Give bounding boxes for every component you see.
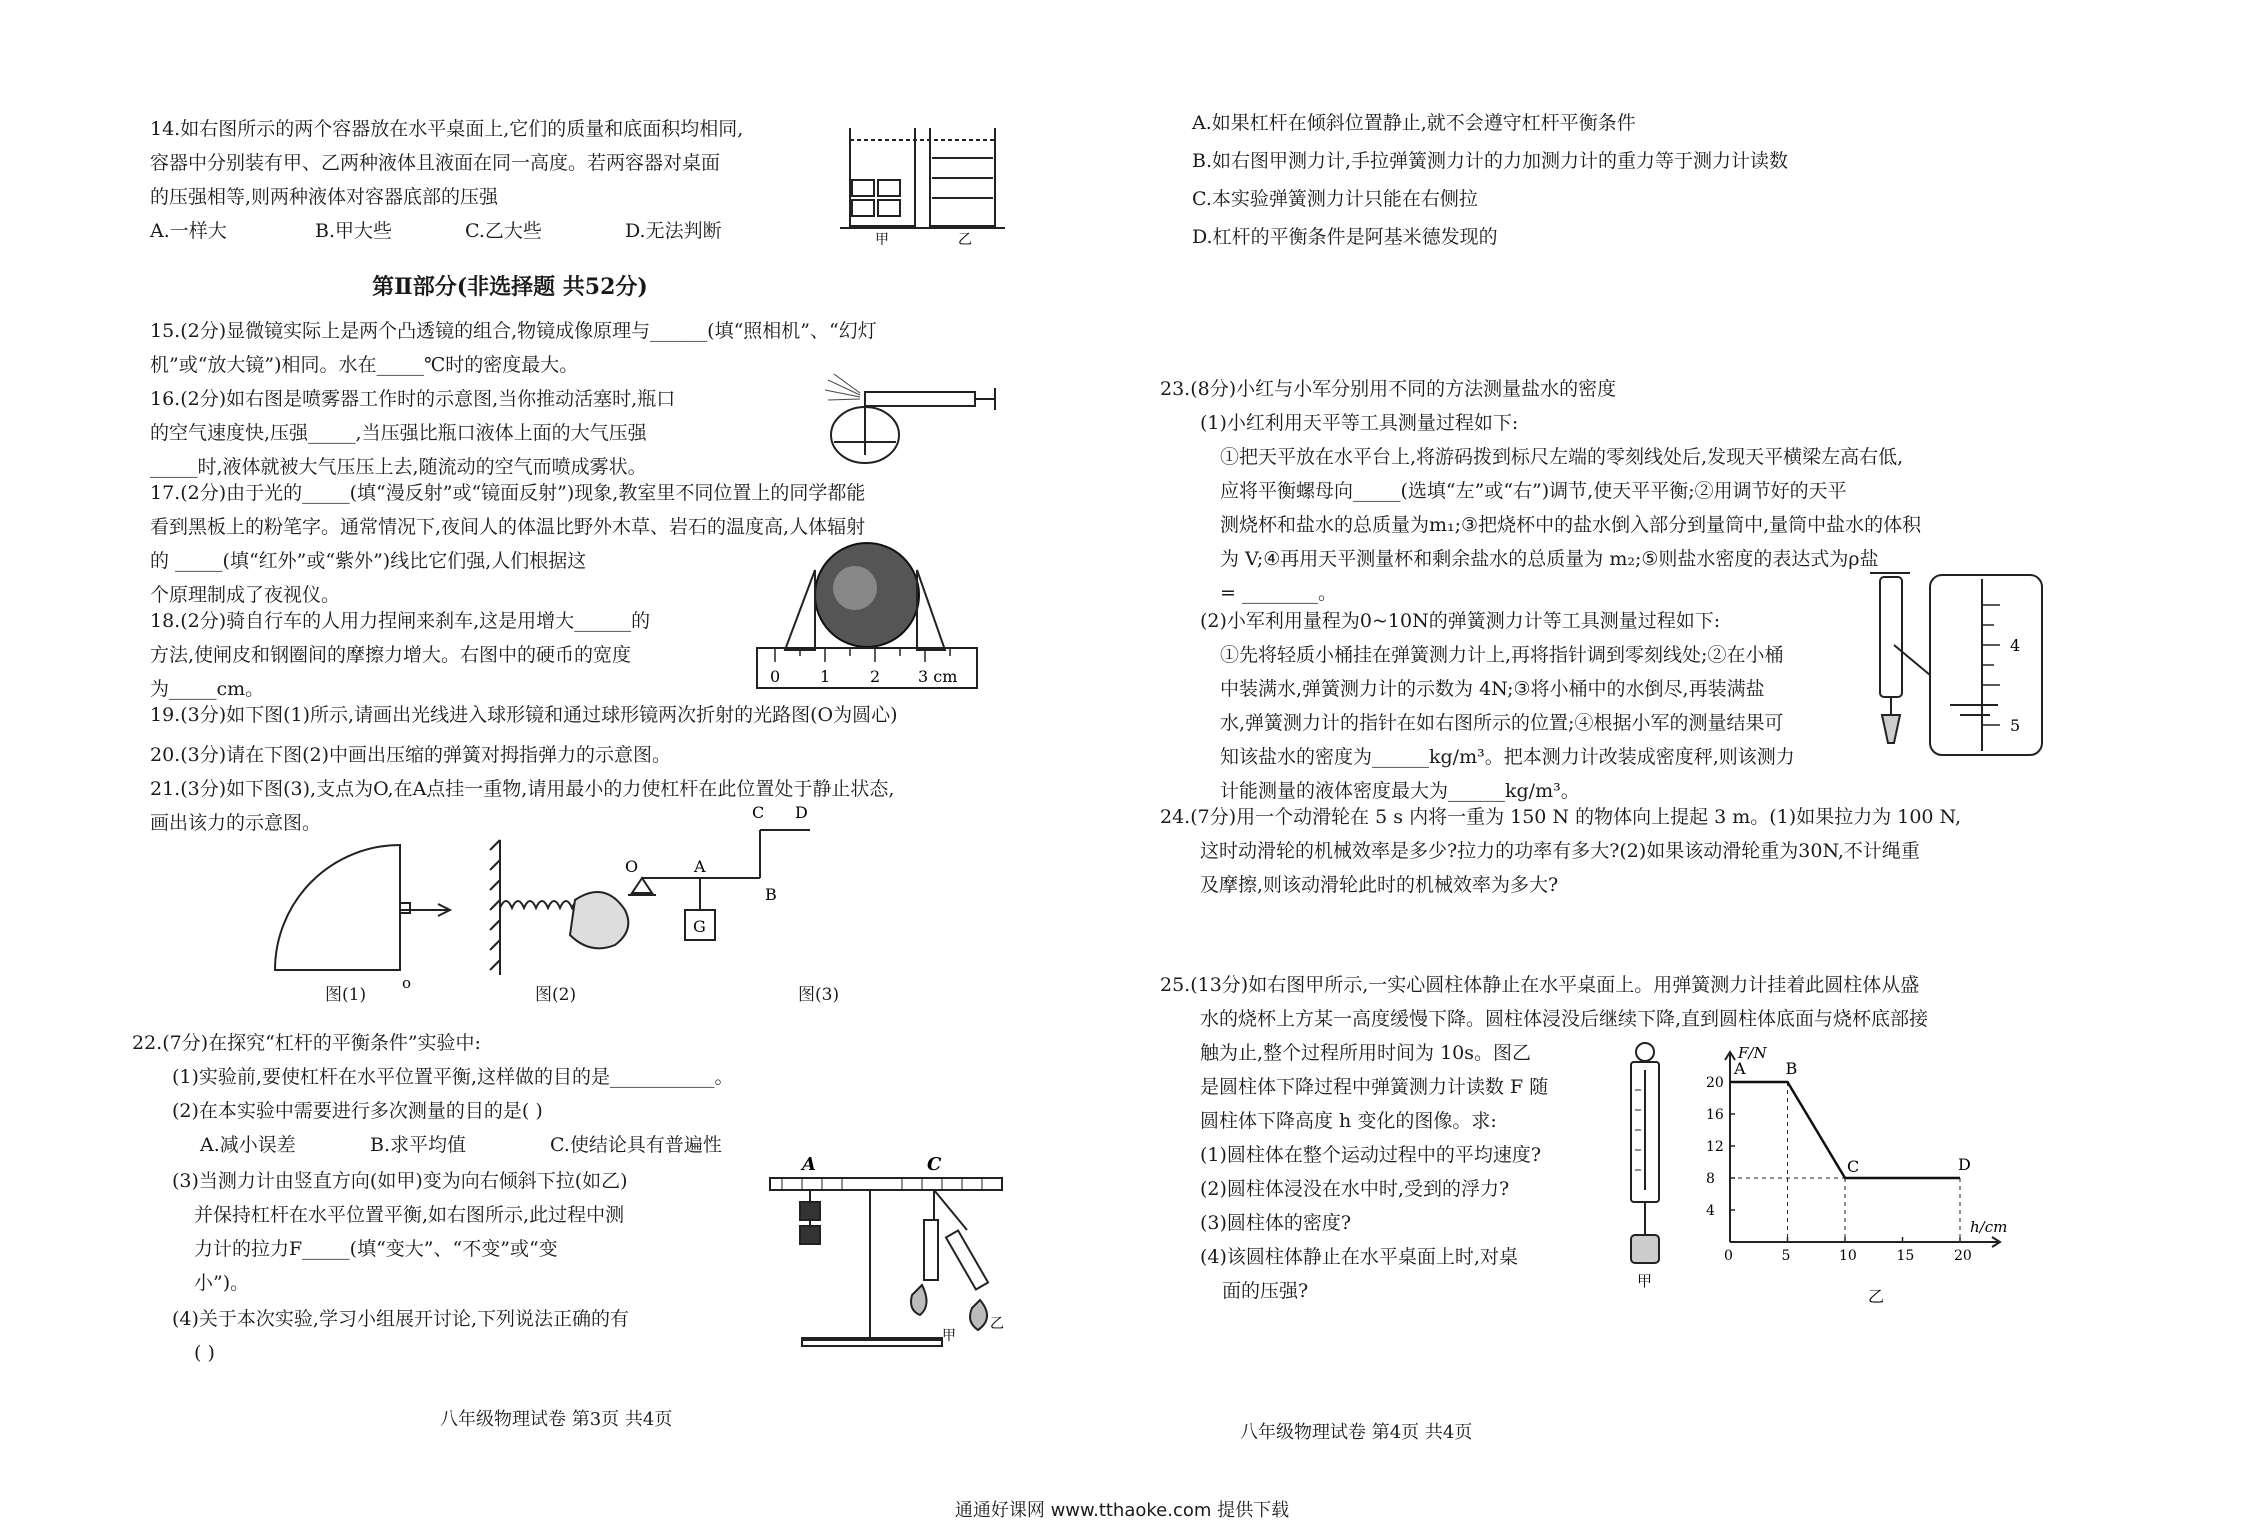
question-19: 19.(3分)如下图(1)所示,请画出光线进入球形镜和通过球形镜两次折射的光路图(O为圆心) — [150, 704, 898, 726]
question-14 — [150, 112, 840, 248]
q18-line3: 为_____cm。 — [150, 678, 265, 700]
q25-line4: 是圆柱体下降过程中弹簧测力计读数 F 随 — [1200, 1076, 1549, 1098]
q25-line1: 25.(13分)如右图甲所示,一实心圆柱体静止在水平桌面上。用弹簧测力计挂着此圆柱体从盛 — [1160, 974, 1920, 996]
question-16 — [150, 382, 790, 484]
lever-label-jia: 甲 — [942, 1328, 956, 1344]
chart-ytick-label: 20 — [1706, 1075, 1724, 1091]
fig3-label-C: C — [752, 803, 765, 822]
q24-line3: 及摩擦,则该动滑轮此时的机械效率为多大? — [1200, 874, 1559, 896]
q22-part2-options — [200, 1128, 800, 1162]
question-25 — [1160, 968, 2060, 1036]
chart-ytick-label: 4 — [1706, 1203, 1715, 1219]
chart-xtick-label: 15 — [1896, 1248, 1915, 1264]
q22-p3-line3: 力计的拉力F_____(填“变大”、“不变”或“变 — [194, 1238, 558, 1260]
q18-line1: 18.(2分)骑自行车的人用力捏闸来刹车,这是用增大______的 — [150, 610, 651, 632]
chart-xtick-label: 10 — [1839, 1248, 1857, 1264]
q14-containers-figure — [840, 118, 1010, 248]
q22-p3-line1: (3)当测力计由竖直方向(如甲)变为向右倾斜下拉(如乙) — [172, 1170, 628, 1192]
q14-line1: 14.如右图所示的两个容器放在水平桌面上,它们的质量和底面积均相同, — [150, 118, 744, 140]
q22-part3 — [172, 1164, 732, 1300]
q23-part2-steps — [1220, 638, 1860, 808]
spring-scale-figure — [1850, 565, 2050, 760]
q25-fig-jia — [1605, 1040, 1685, 1290]
fig3-label-D: D — [795, 803, 808, 822]
q14-line3: 的压强相等,则两种液体对容器底部的压强 — [150, 186, 499, 208]
question-23-stem: 23.(8分)小红与小军分别用不同的方法测量盐水的密度 — [1160, 378, 1617, 400]
q25-line8: (3)圆柱体的密度? — [1200, 1212, 1352, 1234]
q16-line1: 16.(2分)如右图是喷雾器工作时的示意图,当你推动活塞时,瓶口 — [150, 388, 676, 410]
q17-line4: 个原理制成了夜视仪。 — [150, 584, 341, 606]
q22-p4-line2: ( ) — [194, 1342, 215, 1364]
q25-line3: 触为止,整个过程所用时间为 10s。图乙 — [1200, 1042, 1532, 1064]
q22-p4-option-b: B.如右图甲测力计,手拉弹簧测力计的力加测力计的重力等于测力计读数 — [1192, 150, 1789, 172]
q14-option-b: B.甲大些 — [315, 220, 393, 242]
q25-subquestions — [1200, 1036, 1600, 1308]
chart-xlabel: h/cm — [1970, 1218, 2008, 1236]
chart-point-label: B — [1785, 1059, 1798, 1078]
fig2-spring — [490, 840, 628, 975]
question-22-stem: 22.(7分)在探究“杠杆的平衡条件”实验中: — [132, 1032, 481, 1054]
q23-p2-line2: 中装满水,弹簧测力计的示数为 4N;③将小桶中的水倒尽,再装满盐 — [1220, 678, 1765, 700]
q23-p1-line5: = ________。 — [1220, 582, 1337, 604]
q22-part1: (1)实验前,要使杠杆在水平位置平衡,这样做的目的是___________。 — [172, 1066, 734, 1088]
q24-line2: 这时动滑轮的机械效率是多少?拉力的功率有多大?(2)如果该动滑轮重为30N,不计绳重 — [1200, 840, 1920, 862]
q22-p4-options — [1192, 104, 2052, 256]
q23-p1-line2: 应将平衡螺母向_____(选填“左”或“右”)调节,使天平平衡;②用调节好的天平 — [1220, 480, 1847, 502]
chart-series-line — [1730, 1082, 1960, 1178]
q22-part2: (2)在本实验中需要进行多次测量的目的是( ) — [172, 1100, 543, 1122]
q25-line7: (2)圆柱体浸没在水中时,受到的浮力? — [1200, 1178, 1510, 1200]
ruler-label-0: 0 — [770, 667, 781, 686]
fig1-label-o: o — [402, 974, 412, 992]
q16-line3: _____时,液体就被大气压压上去,随流动的空气而喷成雾状。 — [150, 456, 647, 478]
chart-point-label: C — [1847, 1157, 1860, 1176]
q22-p4-option-d: D.杠杆的平衡条件是阿基米德发现的 — [1192, 226, 1498, 248]
chart-point-label: A — [1734, 1059, 1746, 1078]
q23-p1-line4: 为 V;④再用天平测量杯和剩余盐水的总质量为 m₂;⑤则盐水密度的表达式为ρ盐 — [1220, 548, 1879, 570]
q14-option-c: C.乙大些 — [465, 220, 542, 242]
fig3-label-G: G — [693, 917, 706, 936]
chart-ytick-label: 16 — [1706, 1107, 1724, 1123]
q25-line10: 面的压强? — [1222, 1280, 1309, 1302]
q22-p2-option-a: A.减小误差 — [200, 1134, 296, 1156]
q14-option-a: A.一样大 — [150, 220, 227, 242]
left-page-footer: 八年级物理试卷 第3页 共4页 — [440, 1409, 673, 1430]
q22-p2-option-b: B.求平均值 — [370, 1134, 467, 1156]
q22-p4-option-c: C.本实验弹簧测力计只能在右侧拉 — [1192, 188, 1478, 210]
q23-part1: (1)小红利用天平等工具测量过程如下: — [1200, 412, 1519, 434]
q24-line1: 24.(7分)用一个动滑轮在 5 s 内将一重为 150 N 的物体向上提起 3 m。(1)如果拉力为 100 N, — [1160, 806, 1961, 828]
question-24 — [1160, 800, 2060, 902]
q23-p1-line1: ①把天平放在水平台上,将游码拨到标尺左端的零刻线处后,发现天平横梁左高右低, — [1220, 446, 1904, 468]
q23-p2-line1: ①先将轻质小桶挂在弹簧测力计上,再将指针调到零刻线处;②在小桶 — [1220, 644, 1784, 666]
ruler-label-2: 2 — [870, 667, 881, 686]
fig3-label-O: O — [625, 857, 639, 876]
figures-19-21 — [250, 800, 810, 1010]
fig3-label-B: B — [765, 885, 777, 904]
fig2-caption: 图(2) — [535, 985, 577, 1005]
chart-ytick-label: 8 — [1706, 1171, 1715, 1187]
q25-chart — [1690, 1030, 2030, 1310]
q17-line1: 17.(2分)由于光的_____(填“漫反射”或“镜面反射”)现象,教室里不同位置上的同学都能 — [150, 482, 866, 504]
q25-line9: (4)该圆柱体静止在水平桌面上时,对桌 — [1200, 1246, 1518, 1268]
lever-experiment-figure — [762, 1150, 1022, 1360]
download-note: 通通好课网 www.tthaoke.com 提供下载 — [954, 1500, 1290, 1521]
q23-p1-line3: 测烧杯和盐水的总质量为m₁;③把烧杯中的盐水倒入部分到量筒中,量筒中盐水的体积 — [1220, 514, 1922, 536]
q22-p3-line2: 并保持杠杆在水平位置平衡,如右图所示,此过程中测 — [194, 1204, 625, 1226]
q17-line3: 的 _____(填“红外”或“紫外”)线比它们强,人们根据这 — [150, 550, 587, 572]
chart-ylabel: F/N — [1738, 1044, 1767, 1062]
lever-label-A: A — [802, 1154, 816, 1175]
q14-option-d: D.无法判断 — [625, 220, 722, 242]
question-20: 20.(3分)请在下图(2)中画出压缩的弹簧对拇指弹力的示意图。 — [150, 744, 672, 766]
q14-options — [150, 214, 840, 248]
q18-line2: 方法,使闸皮和钢圈间的摩擦力增大。右图中的硬币的宽度 — [150, 644, 632, 666]
q23-part2: (2)小军利用量程为0~10N的弹簧测力计等工具测量过程如下: — [1200, 610, 1721, 632]
sprayer-figure — [820, 370, 1020, 470]
q22-p2-option-c: C.使结论具有普遍性 — [550, 1134, 722, 1156]
fig3-lever — [628, 830, 810, 940]
q22-p4-line1: (4)关于本次实验,学习小组展开讨论,下列说法正确的有 — [172, 1308, 629, 1330]
q22-part4 — [172, 1302, 752, 1370]
q25-label-yi: 乙 — [1868, 1287, 1885, 1306]
fig1-caption: 图(1) — [325, 985, 367, 1005]
q14-label-jia: 甲 — [875, 232, 889, 248]
q14-label-yi: 乙 — [958, 232, 972, 248]
q15-line2: 机”或“放大镜”)相同。水在_____℃时的密度最大。 — [150, 354, 579, 376]
lever-label-C: C — [927, 1154, 942, 1175]
q25-label-jia: 甲 — [1637, 1272, 1653, 1290]
ruler-label-1: 1 — [820, 667, 831, 686]
q25-line6: (1)圆柱体在整个运动过程中的平均速度? — [1200, 1144, 1542, 1166]
chart-xtick-label: 0 — [1724, 1248, 1733, 1264]
q15-line1: 15.(2分)显微镜实际上是两个凸透镜的组合,物镜成像原理与______(填“照相机”、“幻灯 — [150, 320, 877, 342]
fig1-quarter-circle — [275, 845, 450, 970]
q25-line2: 水的烧杯上方某一高度缓慢下降。圆柱体浸没后继续下降,直到圆柱体底面与烧杯底部接 — [1200, 1008, 1929, 1030]
q23-p2-line5: 计能测量的液体密度最大为______kg/m³。 — [1220, 780, 1580, 802]
chart-point-label: D — [1958, 1155, 1971, 1174]
chart-xtick-label: 20 — [1954, 1248, 1972, 1264]
chart-plot-area — [1706, 1044, 2007, 1264]
lever-label-yi: 乙 — [990, 1316, 1004, 1332]
fig3-caption: 图(3) — [798, 985, 840, 1005]
question-18 — [150, 604, 750, 706]
q23-p2-line4: 知该盐水的密度为______kg/m³。把本测力计改装成密度秤,则该测力 — [1220, 746, 1795, 768]
q25-line5: 圆柱体下降高度 h 变化的图像。求: — [1200, 1110, 1497, 1132]
fig3-label-A: A — [694, 857, 706, 876]
q23-p2-line3: 水,弹簧测力计的指针在如右图所示的位置;④根据小军的测量结果可 — [1220, 712, 1784, 734]
q22-p4-option-a: A.如果杠杆在倾斜位置静止,就不会遵守杠杆平衡条件 — [1192, 112, 1636, 134]
q17-line2: 看到黑板上的粉笔字。通常情况下,夜间人的体温比野外木草、岩石的温度高,人体辐射 — [150, 516, 866, 538]
scale-label-5: 5 — [2010, 716, 2021, 735]
ruler-label-3: 3 cm — [918, 667, 958, 686]
right-page-footer: 八年级物理试卷 第4页 共4页 — [1240, 1422, 1473, 1443]
q14-line2: 容器中分别装有甲、乙两种液体且液面在同一高度。若两容器对桌面 — [150, 152, 721, 174]
scale-label-4: 4 — [2010, 636, 2021, 655]
q16-line2: 的空气速度快,压强_____,当压强比瓶口液体上面的大气压强 — [150, 422, 647, 444]
q22-p3-line4: 小”)。 — [194, 1272, 250, 1294]
chart-ytick-label: 12 — [1706, 1139, 1724, 1155]
chart-xtick-label: 5 — [1781, 1248, 1791, 1264]
section-title: 第Ⅱ部分(非选择题 共52分) — [372, 274, 648, 300]
q21-line2: 画出该力的示意图。 — [150, 812, 322, 834]
coin-ruler-figure — [755, 540, 985, 690]
q21-line1: 21.(3分)如下图(3),支点为O,在A点挂一重物,请用最小的力使杠杆在此位置处于静止状态, — [150, 778, 895, 800]
